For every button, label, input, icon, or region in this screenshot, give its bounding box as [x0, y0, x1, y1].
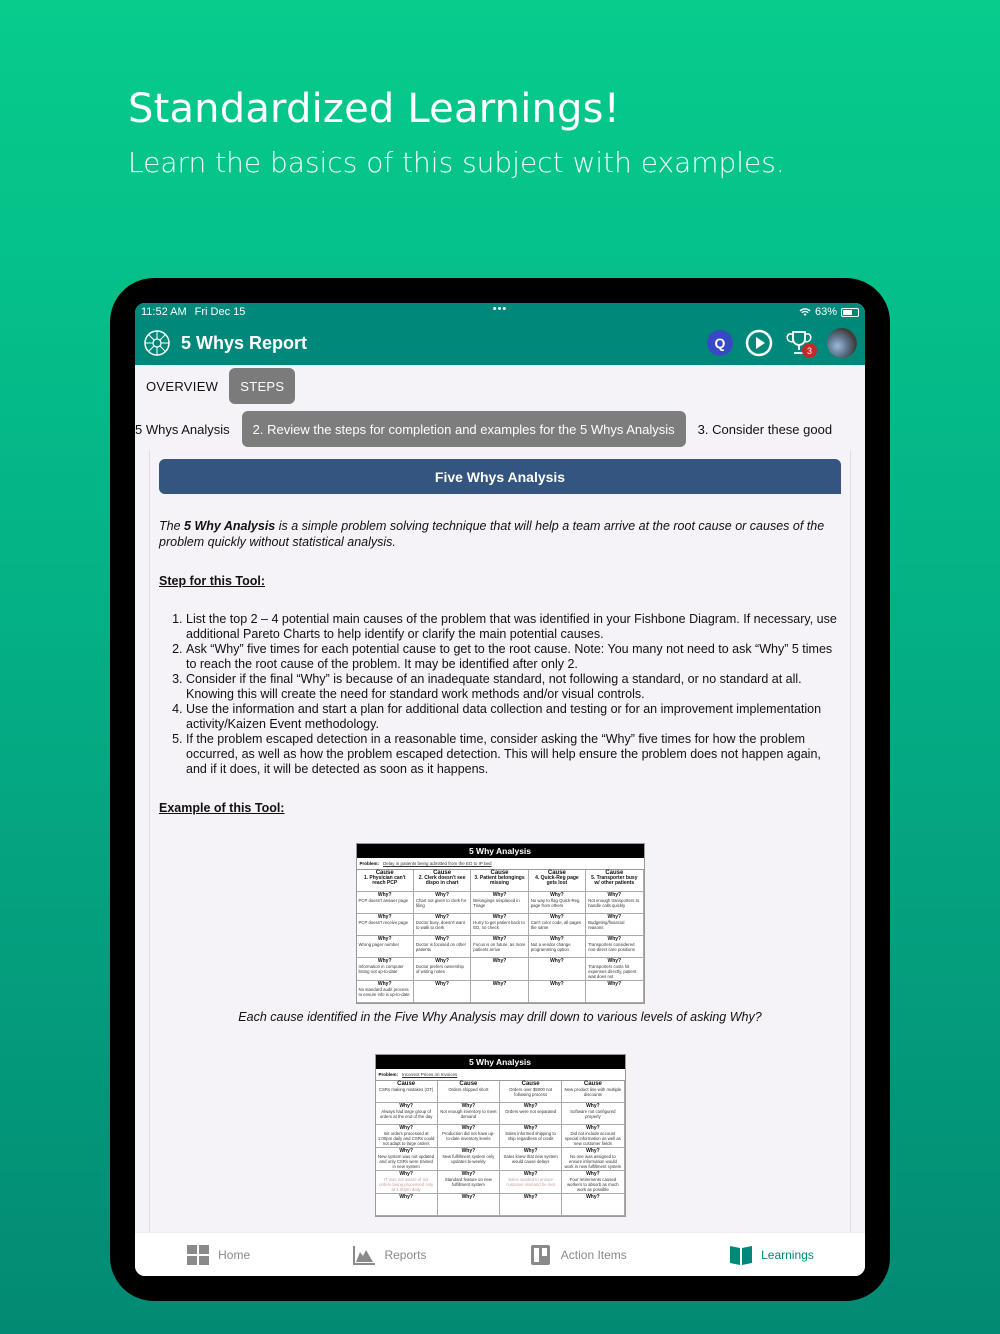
why-label: Why? — [492, 914, 507, 920]
why-cell — [438, 1171, 500, 1194]
cause-cell — [438, 1081, 500, 1103]
cause-text: 4. Quick-Reg page gets lost — [535, 875, 579, 886]
why-text: New system was not updated and only CSRs were trained in new system — [378, 1154, 435, 1169]
why-label: Why? — [399, 1148, 413, 1154]
why-label: Why? — [399, 1194, 413, 1200]
why-text: Standard feature on new fulfillment system — [444, 1177, 492, 1187]
cause-label: Cause — [521, 1081, 540, 1087]
why-cell — [471, 892, 528, 914]
problem-label: Problem: — [359, 861, 380, 866]
why-label: Why? — [435, 981, 449, 987]
hero-title: Standardized Learnings! — [128, 86, 620, 132]
why-cell — [438, 1103, 500, 1125]
app-bar — [135, 321, 865, 365]
status-bar — [135, 303, 865, 321]
cause-cell — [414, 870, 471, 892]
why-cell — [562, 1148, 624, 1171]
why-cell — [562, 1103, 624, 1125]
why-cell — [357, 914, 414, 936]
example-caption: Each cause identified in the Five Why Analysis may drill down to various levels of asking Why? — [238, 1010, 762, 1024]
cause-text: New product line with multiple discounts — [564, 1087, 622, 1097]
cause-text: 1. Physician can't reach PCP — [363, 875, 406, 886]
step-item: 1. List the top 2 – 4 potential main causes of the problem that was identified in your Fishbone Diagram. If necessary, use additional Pareto Charts to help identify or clarify the main potential causes. — [186, 612, 841, 642]
why-label: Why? — [607, 958, 622, 964]
why-label: Why? — [461, 1194, 476, 1200]
cause-cell — [586, 870, 643, 892]
intro-rest: is a simple problem solving technique that will help a team arrive at the root cause or causes of the problem quickly without statistical analysis. — [159, 519, 825, 549]
wifi-icon — [799, 307, 811, 317]
why-cell — [586, 892, 643, 914]
app-screen — [135, 303, 865, 1276]
why-cell — [529, 958, 586, 981]
cause-label: Cause — [547, 870, 566, 876]
why-cell — [414, 892, 471, 914]
play-icon[interactable] — [745, 329, 773, 357]
why-cell — [586, 914, 643, 936]
why-label: Why? — [461, 1148, 476, 1154]
why-label: Why? — [586, 1194, 600, 1200]
why-label: Why? — [607, 914, 622, 920]
why-text: Software not configured properly — [570, 1109, 616, 1119]
cause-text: 5. Transporter busy w/ other patients — [591, 875, 638, 886]
tab-overview[interactable]: OVERVIEW — [146, 378, 219, 394]
why-label: Why? — [461, 1171, 476, 1177]
why-cell — [357, 981, 414, 1003]
why-label: Why? — [377, 958, 392, 964]
why-text: No one was assigned to ensure information would work in new fulfillment system — [564, 1154, 622, 1169]
step-item: 5. If the problem escaped detection in a reasonable time, consider asking the “Why” five times for how the problem occurred, as well as how the problem escaped detection. This will help ensure the problem does not happen again, and if it does, it will be detected as soon as it happens. — [186, 732, 841, 777]
cause-label: Cause — [433, 870, 452, 876]
why-label: Why? — [523, 1103, 538, 1109]
why-label: Why? — [377, 936, 392, 942]
why-label: Why? — [435, 914, 449, 920]
why-text: Orders were not separated — [505, 1109, 557, 1114]
table-problem — [357, 858, 644, 870]
nav-action-items[interactable] — [529, 1244, 627, 1266]
cause-cell — [471, 870, 528, 892]
why-text: Chart not given to clerk for filing — [415, 898, 467, 908]
why-text: Transporters considered non-direct care positions — [588, 942, 635, 952]
step-tabs — [135, 407, 865, 451]
cause-label: Cause — [397, 1081, 416, 1087]
why-cell — [500, 1103, 562, 1125]
why-label: Why? — [399, 1125, 413, 1131]
why-cell — [562, 1194, 624, 1216]
why-cell — [414, 981, 471, 1003]
why-text: Not a vendor change programming option — [530, 942, 571, 952]
why-label: Why? — [550, 914, 564, 920]
cause-cell — [500, 1081, 562, 1103]
why-text: Hurry to get patient back to ED, no check — [473, 920, 525, 930]
book-icon — [729, 1244, 753, 1266]
cause-label: Cause — [375, 870, 394, 876]
why-cell — [376, 1171, 438, 1194]
why-cell — [376, 1148, 438, 1171]
why-cell — [500, 1171, 562, 1194]
cause-label: Cause — [490, 870, 509, 876]
tablet-frame — [110, 278, 890, 1301]
learning-content[interactable] — [149, 451, 851, 1232]
step-item: 4. Use the information and start a plan for additional data collection and testing or for an improvement implementation activity/Kaizen Event methodology. — [186, 702, 841, 732]
why-cell — [376, 1103, 438, 1125]
why-label: Why? — [523, 1194, 538, 1200]
why-cell — [438, 1125, 500, 1148]
why-cell — [500, 1148, 562, 1171]
why-text: Sales informed shipping to ship regardless of credit — [505, 1131, 556, 1141]
step-tab-2[interactable]: 2. Review the steps for completion and examples for the 5 Whys Analysis — [242, 411, 686, 447]
chart-icon — [352, 1244, 376, 1266]
why-cell — [529, 914, 586, 936]
nav-learnings[interactable] — [729, 1244, 814, 1266]
why-text: Doctor is focused on other patients — [415, 942, 467, 952]
why-text: New fulfillment system only updates bi-weekly — [442, 1154, 495, 1164]
why-text: Information in computer listing not up-to-date — [358, 964, 404, 974]
why-cell — [376, 1125, 438, 1148]
why-text: Focus is on future, as more patients arrive — [473, 942, 526, 952]
why-cell — [438, 1194, 500, 1216]
table-title: 5 Why Analysis — [357, 844, 644, 858]
why-cell — [586, 958, 643, 981]
why-text: Not enough inventory to meet demand — [440, 1109, 497, 1119]
example-table-1 — [356, 843, 645, 1004]
cause-label: Cause — [583, 1081, 602, 1087]
nav-reports[interactable] — [352, 1244, 426, 1266]
why-label: Why? — [492, 958, 507, 964]
why-text: No way to flag Quick-Reg page from others — [530, 898, 580, 908]
why-label: Why? — [435, 892, 449, 898]
battery-icon — [841, 308, 859, 317]
why-cell — [529, 892, 586, 914]
why-text: Production did not have up-to-date inventory levels — [442, 1131, 495, 1141]
board-icon — [529, 1244, 553, 1266]
status-date: Fri Dec 15 — [194, 306, 246, 318]
cause-label: Cause — [605, 870, 624, 876]
why-label: Why? — [607, 981, 622, 987]
nav-learnings-label: Learnings — [761, 1247, 814, 1262]
quiz-button[interactable] — [707, 330, 733, 356]
why-cell — [471, 981, 528, 1003]
why-cell — [414, 936, 471, 958]
why-label: Why? — [523, 1171, 538, 1177]
why-cell — [414, 958, 471, 981]
problem-label: Problem: — [378, 1072, 399, 1077]
table-title: 5 Why Analysis — [376, 1055, 625, 1069]
why-label: Why? — [607, 936, 622, 942]
cause-cell — [562, 1081, 624, 1103]
why-text: Transporters costs hit expenses directly, patient wait does not — [588, 964, 637, 979]
table-problem — [376, 1069, 625, 1081]
why-cell — [500, 1194, 562, 1216]
why-label: Why? — [435, 958, 449, 964]
why-cell — [471, 936, 528, 958]
example-table-2 — [375, 1054, 626, 1217]
steps-list — [159, 612, 841, 777]
why-text: PCP doesn't answer page — [358, 898, 408, 903]
why-text: Belongings misplaced in Triage — [473, 898, 520, 908]
table-grid — [357, 870, 644, 1003]
app-title: 5 Whys Report — [181, 332, 308, 353]
why-label: Why? — [586, 1125, 600, 1131]
why-label: Why? — [377, 981, 392, 987]
why-label: Why? — [550, 958, 564, 964]
cause-text: 3. Patient belongings missing — [474, 875, 525, 886]
nav-home[interactable] — [186, 1244, 250, 1266]
intro-text — [159, 518, 841, 550]
why-cell — [500, 1125, 562, 1148]
cause-label: Cause — [459, 1081, 478, 1087]
grid-icon — [186, 1244, 210, 1266]
app-logo-icon — [143, 329, 171, 357]
step-item: 2. Ask “Why” five times for each potential cause to get to the root cause. Note: You many not need to ask “Why” 5 times to reach the root cause of the problem. It may be identified after only 2. — [186, 642, 841, 672]
why-cell — [586, 981, 643, 1003]
why-label: Why? — [523, 1148, 538, 1154]
why-cell — [529, 981, 586, 1003]
intro-prefix: The — [159, 519, 185, 533]
why-label: Why? — [607, 892, 622, 898]
table-grid — [376, 1081, 625, 1216]
why-label: Why? — [399, 1171, 413, 1177]
why-label: Why? — [461, 1103, 476, 1109]
quiz-label: Q — [714, 335, 726, 351]
why-text: Init orders processed at 1:00pm daily and CSRs could not adapt to large orders — [377, 1131, 435, 1146]
multitask-dots[interactable]: ••• — [492, 303, 508, 315]
avatar[interactable] — [827, 328, 857, 358]
why-text: Budgeting/financial reasons — [588, 920, 625, 930]
nav-action-items-label: Action Items — [560, 1247, 627, 1262]
why-cell — [562, 1125, 624, 1148]
step-tab-3[interactable]: 3. Consider these good — [697, 421, 833, 437]
why-cell — [376, 1194, 438, 1216]
cause-cell — [357, 870, 414, 892]
why-label: Why? — [586, 1148, 600, 1154]
why-label: Why? — [492, 981, 507, 987]
why-cell — [586, 936, 643, 958]
why-label: Why? — [550, 936, 564, 942]
why-cell — [471, 958, 528, 981]
intro-bold: 5 Why Analysis — [184, 519, 276, 533]
tab-steps[interactable]: STEPS — [229, 368, 295, 404]
hero-subtitle: Learn the basics of this subject with examples. — [128, 146, 785, 179]
why-text: Can't color code, all pages the same — [530, 920, 582, 930]
step-item: 3. Consider if the final “Why” is because of an inadequate standard, not following a standard, or no standard at all. Knowing this will create the need for standard work methods and/or visual controls. — [186, 672, 841, 702]
example-heading: Example of this Tool: — [159, 801, 285, 815]
nav-reports-label: Reports — [384, 1247, 427, 1262]
content-banner: Five Whys Analysis — [159, 459, 841, 494]
why-label: Why? — [377, 914, 392, 920]
why-text: Sales wanted to ensure customer demand be met — [506, 1177, 555, 1187]
why-cell — [357, 892, 414, 914]
cause-text: Orders over $5000 not following process — [509, 1087, 553, 1097]
cause-cell — [529, 870, 586, 892]
trophy-button[interactable] — [785, 328, 815, 358]
steps-heading: Step for this Tool: — [159, 574, 266, 588]
why-label: Why? — [492, 892, 507, 898]
battery-percent: 63% — [814, 306, 837, 318]
why-text: Always had large group of orders at the end of the day — [379, 1109, 433, 1119]
status-time: 11:52 AM — [141, 306, 187, 318]
why-text: No standard audit process to ensure info is up-to-date — [358, 987, 410, 997]
step-tab-1[interactable]: 5 Whys Analysis — [135, 421, 230, 437]
why-label: Why? — [550, 892, 564, 898]
why-cell — [357, 958, 414, 981]
cause-text: Orders shipped short — [448, 1087, 489, 1092]
why-label: Why? — [435, 936, 449, 942]
why-cell — [529, 936, 586, 958]
why-cell — [471, 914, 528, 936]
why-text: PCP doesn't receive page — [358, 920, 408, 925]
why-text: Doctor busy, doesn't want to walk to clerk — [415, 920, 465, 930]
bottom-nav — [135, 1232, 865, 1276]
why-cell — [438, 1148, 500, 1171]
why-text: Sales knew that new system would cause delays — [503, 1154, 558, 1164]
nav-home-label: Home — [218, 1247, 251, 1262]
section-tabs — [135, 365, 865, 407]
cause-text: CSRs making mistakes (OT) — [378, 1087, 434, 1092]
why-label: Why? — [399, 1103, 413, 1109]
why-label: Why? — [586, 1171, 600, 1177]
why-label: Why? — [492, 936, 507, 942]
trophy-badge: 3 — [802, 343, 817, 358]
why-text: Wrong pager number — [358, 942, 400, 947]
why-label: Why? — [377, 892, 392, 898]
why-text: Doctor prefers ownership of writing notes — [415, 964, 464, 974]
cause-cell — [376, 1081, 438, 1103]
why-label: Why? — [461, 1125, 476, 1131]
why-label: Why? — [523, 1125, 538, 1131]
why-cell — [357, 936, 414, 958]
why-label: Why? — [550, 981, 564, 987]
why-text: Not enough transporters to handle calls quickly — [588, 898, 640, 908]
why-text: IT was not aware of Init orders being processed only at 1:00pm daily — [379, 1177, 434, 1192]
why-text: Did not include account special information as well as new customer fields — [564, 1131, 621, 1146]
problem-text: Delay in patients being admitted from the ED to IP bed — [383, 861, 492, 866]
why-label: Why? — [586, 1103, 600, 1109]
why-cell — [414, 914, 471, 936]
why-text: Four retirements caused workers to absorb as much work as possible — [567, 1177, 619, 1192]
problem-text: Incorrect Prices on Invoices — [402, 1072, 458, 1077]
cause-text: 2. Clerk doesn't see dispo in chart — [418, 875, 466, 886]
why-cell — [562, 1171, 624, 1194]
